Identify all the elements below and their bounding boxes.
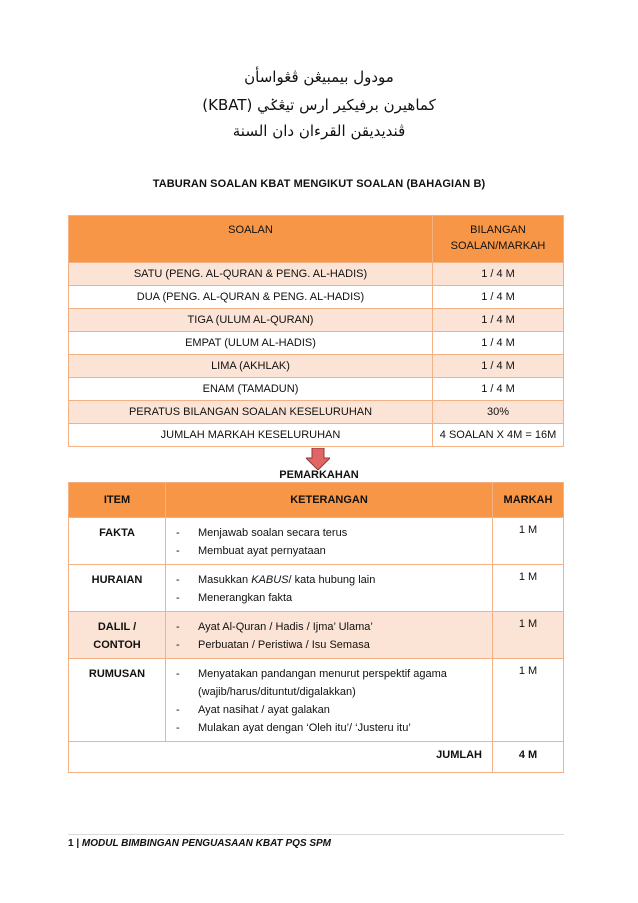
- table-row: [69, 309, 564, 332]
- list-item: - Perbuatan / Peristiwa / Isu Semasa: [172, 636, 486, 654]
- list-item: - Menjawab soalan secara terus: [172, 524, 486, 542]
- list-item-italic: KABUS: [251, 574, 289, 586]
- header-markah: MARKAH: [493, 483, 564, 518]
- soalan-cell: EMPAT (ULUM AL-HADIS): [69, 332, 433, 355]
- markah-cell: 1 / 4 M: [433, 263, 564, 286]
- list-item: - Ayat nasihat / ayat galakan: [172, 701, 486, 719]
- markah-cell: 4 SOALAN X 4M = 16M: [433, 424, 564, 447]
- table-row: [69, 286, 564, 309]
- item-line1: DALIL /: [97, 621, 137, 633]
- header-soalan: SOALAN: [69, 216, 433, 263]
- keterangan-cell: [166, 518, 493, 565]
- header-bilangan-line2: SOALAN/MARKAH: [450, 240, 546, 252]
- pemarkahan-label: PEMARKAHAN: [279, 469, 359, 481]
- soalan-cell: LIMA (AKHLAK): [69, 355, 433, 378]
- soalan-cell: JUMLAH MARKAH KESELURUHAN: [69, 424, 433, 447]
- header-keterangan: KETERANGAN: [166, 483, 493, 518]
- markah-cell: 1 / 4 M: [433, 378, 564, 401]
- table-row: [69, 659, 564, 742]
- heading-line-2: (KBAT) كماهيرن برفيكير ارس تيڠݢي: [202, 96, 436, 114]
- header-item: ITEM: [69, 483, 166, 518]
- soalan-cell: DUA (PENG. AL-QURAN & PENG. AL-HADIS): [69, 286, 433, 309]
- table-row: [69, 612, 564, 659]
- list-item-suffix: / kata hubung lain: [288, 574, 376, 586]
- markah-cell: 1 M: [493, 612, 564, 659]
- table-row: [69, 332, 564, 355]
- list-item: - Membuat ayat pernyataan: [172, 542, 486, 560]
- soalan-cell: PERATUS BILANGAN SOALAN KESELURUHAN: [69, 401, 433, 424]
- markah-cell: 30%: [433, 401, 564, 424]
- item-cell: [69, 612, 166, 659]
- table-row: [69, 355, 564, 378]
- table-title: TABURAN SOALAN KBAT MENGIKUT SOALAN (BAHAGIAN B): [152, 178, 486, 190]
- heading-line-3: ڤنديديقن القرءان دان السنة: [232, 122, 406, 140]
- list-item: - Menerangkan fakta: [172, 589, 486, 607]
- keterangan-cell: [166, 659, 493, 742]
- total-label: JUMLAH: [69, 742, 493, 773]
- item-cell: FAKTA: [69, 518, 166, 565]
- list-item-continuation: (wajib/harus/dituntut/digalakkan): [198, 686, 356, 698]
- table-row: [69, 378, 564, 401]
- down-arrow-icon: [306, 448, 330, 470]
- footer-divider: [68, 834, 564, 835]
- soalan-cell: SATU (PENG. AL-QURAN & PENG. AL-HADIS): [69, 263, 433, 286]
- keterangan-cell: [166, 612, 493, 659]
- list-item: - Mulakan ayat dengan ‘Oleh itu’/ ‘Justeru itu’: [172, 719, 486, 737]
- table-header-row: [69, 483, 564, 518]
- table-row: [69, 401, 564, 424]
- table-row: [69, 518, 564, 565]
- distribution-table: [68, 215, 564, 447]
- item-line2: CONTOH: [93, 639, 141, 651]
- header-bilangan-line1: BILANGAN: [470, 224, 526, 236]
- soalan-cell: TIGA (ULUM AL-QURAN): [69, 309, 433, 332]
- table-row: [69, 424, 564, 447]
- markah-cell: 1 / 4 M: [433, 286, 564, 309]
- markah-cell: 1 M: [493, 565, 564, 612]
- list-item: - Ayat Al-Quran / Hadis / Ijma’ Ulama’: [172, 618, 486, 636]
- heading-line-1: مودول بيمبيڠن ڤڠواسأن: [244, 68, 394, 86]
- footer-title: MODUL BIMBINGAN PENGUASAAN KBAT PQS SPM: [81, 838, 332, 849]
- table-row: [69, 263, 564, 286]
- total-row: [69, 742, 564, 773]
- footer: [68, 838, 331, 849]
- markah-cell: 1 M: [493, 659, 564, 742]
- keterangan-cell: [166, 565, 493, 612]
- list-item-prefix: Masukkan: [198, 574, 252, 586]
- table-header-row: [69, 216, 564, 263]
- markah-cell: 1 / 4 M: [433, 355, 564, 378]
- markah-cell: 1 M: [493, 518, 564, 565]
- markah-cell: 1 / 4 M: [433, 309, 564, 332]
- total-value: 4 M: [493, 742, 564, 773]
- item-cell: HURAIAN: [69, 565, 166, 612]
- marking-table: [68, 482, 564, 773]
- page-number: 1 |: [68, 838, 82, 849]
- header-bilangan: [433, 216, 564, 263]
- item-cell: RUMUSAN: [69, 659, 166, 742]
- soalan-cell: ENAM (TAMADUN): [69, 378, 433, 401]
- list-item: [172, 571, 486, 589]
- table-row: [69, 565, 564, 612]
- list-item: - Menyatakan pandangan menurut perspektif agama: [172, 665, 486, 683]
- markah-cell: 1 / 4 M: [433, 332, 564, 355]
